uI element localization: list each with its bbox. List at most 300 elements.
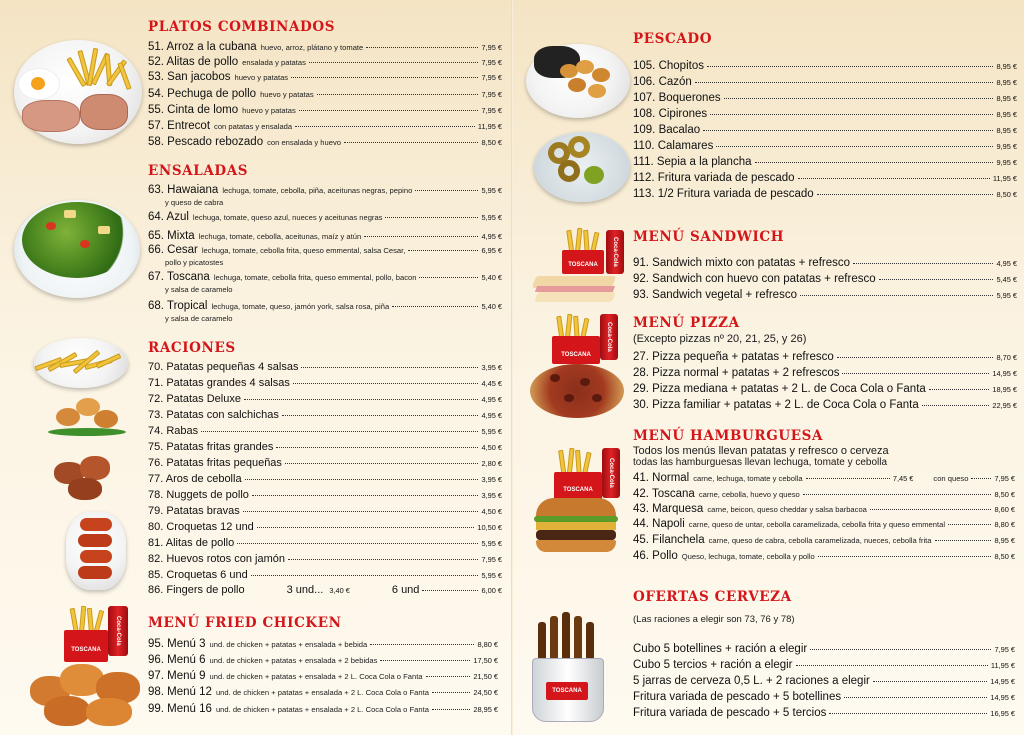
item-price: 4,45 € bbox=[481, 379, 502, 388]
item-name: 85. Croquetas 6 und bbox=[148, 569, 248, 581]
item-name: 105. Chopitos bbox=[633, 60, 704, 72]
item-description: lechuga, tomate, cebolla frita, queso emmental, pollo, bacon bbox=[213, 273, 417, 282]
menu-item bbox=[633, 188, 1017, 200]
item-description: huevo y patatas bbox=[242, 106, 296, 115]
coca-cola-can: Coca-Cola bbox=[108, 606, 128, 656]
menu-item bbox=[633, 383, 1017, 395]
leader-dots bbox=[755, 162, 994, 163]
leader-dots bbox=[803, 494, 992, 495]
item-name: 65. Mixta bbox=[148, 230, 195, 242]
item-price: 5,95 € bbox=[481, 571, 502, 580]
menu-fried-chicken-title: MENÚ FRIED CHICKEN bbox=[148, 615, 342, 631]
item-price: 7,95 € bbox=[481, 555, 502, 564]
item-price: 17,50 € bbox=[473, 656, 498, 665]
item-price: 4,95 € bbox=[481, 232, 502, 241]
menu-item bbox=[633, 172, 1017, 184]
item-name: 73. Patatas con salchichas bbox=[148, 409, 279, 421]
pizza-image bbox=[530, 364, 624, 418]
leader-dots bbox=[810, 649, 991, 650]
menu-hamburguesa-title: MENÚ HAMBURGUESA bbox=[633, 428, 824, 444]
item-name: 55. Cinta de lomo bbox=[148, 104, 239, 116]
menu-item bbox=[148, 120, 502, 132]
item-name: 76. Patatas fritas pequeñas bbox=[148, 457, 282, 469]
item-price: 5,45 € bbox=[996, 275, 1017, 284]
menu-item bbox=[148, 537, 502, 549]
item-description: carne, cebolla, huevo y queso bbox=[698, 490, 800, 499]
leader-dots bbox=[817, 194, 994, 195]
leader-dots bbox=[317, 94, 479, 95]
item-price: 3,95 € bbox=[481, 475, 502, 484]
salad-greens-image bbox=[22, 202, 132, 278]
leader-dots bbox=[419, 277, 478, 278]
menu-item bbox=[633, 534, 1015, 546]
item-price: 7,95 € bbox=[481, 90, 502, 99]
item-option: 3 und... bbox=[286, 584, 324, 596]
menu-item bbox=[148, 377, 502, 389]
item-price: 8,80 € bbox=[994, 520, 1015, 529]
item-price: 4,50 € bbox=[481, 507, 502, 516]
leader-dots bbox=[237, 543, 478, 544]
leader-dots bbox=[285, 463, 479, 464]
item-price: 5,95 € bbox=[481, 539, 502, 548]
item-price: 7,95 € bbox=[481, 43, 502, 52]
item-name: 5 jarras de cerveza 0,5 L. + 2 raciones a elegir bbox=[633, 675, 870, 687]
menu-item bbox=[633, 60, 1017, 72]
item-description: carne, queso de untar, cebolla caramelizada, cebolla frita y queso emmental bbox=[688, 520, 946, 529]
item-description: lechuga, tomate, queso azul, nueces y aceitunas negras bbox=[192, 213, 383, 222]
item-name: 27. Pizza pequeña + patatas + refresco bbox=[633, 351, 834, 363]
item-price: 14,95 € bbox=[990, 677, 1015, 686]
item-name: Cubo 5 tercios + ración a elegir bbox=[633, 659, 793, 671]
menu-item bbox=[633, 518, 1015, 530]
item-price: 7,95 € bbox=[481, 73, 502, 82]
menu-item bbox=[633, 92, 1017, 104]
leader-dots bbox=[309, 62, 479, 63]
leader-dots bbox=[415, 190, 478, 191]
ensaladas-title: ENSALADAS bbox=[148, 163, 249, 179]
item-price: 11,95 € bbox=[990, 661, 1015, 670]
fries-image bbox=[42, 340, 120, 384]
cerveza-note: (Las raciones a elegir son 73, 76 y 78) bbox=[633, 614, 795, 625]
menu-item bbox=[633, 257, 1017, 269]
toscana-label: TOSCANA bbox=[546, 682, 588, 700]
item-name: 112. Fritura variada de pescado bbox=[633, 172, 795, 184]
item-description: huevo y patatas bbox=[234, 73, 289, 82]
item-description: und. de chicken + patatas + ensalada + bebida bbox=[209, 640, 368, 649]
item-price: 8,50 € bbox=[996, 190, 1017, 199]
item-description: con ensalada y huevo bbox=[267, 138, 341, 147]
item-price: 11,95 € bbox=[992, 174, 1017, 183]
item-name: 68. Tropical bbox=[148, 300, 208, 312]
item-price: 8,80 € bbox=[477, 640, 498, 649]
menu-item bbox=[148, 553, 502, 565]
leader-dots bbox=[842, 373, 989, 374]
menu-item bbox=[633, 140, 1017, 152]
item-description-continued: pollo y picatostes bbox=[165, 258, 224, 267]
item-description: carne, beicon, queso cheddar y salsa barbacoa bbox=[707, 505, 867, 514]
menu-item bbox=[148, 300, 502, 312]
pork-loin-image bbox=[80, 94, 128, 130]
item-description: carne, lechuga, tomate y cebolla bbox=[693, 474, 803, 483]
leader-dots bbox=[796, 665, 988, 666]
item-price: 5,95 € bbox=[481, 186, 502, 195]
leader-dots bbox=[870, 509, 992, 510]
item-name: 51. Arroz a la cubana bbox=[148, 41, 257, 53]
item-price: 6,00 € bbox=[481, 586, 502, 595]
item-description-continued: y queso de cabra bbox=[165, 198, 224, 207]
item-name: 28. Pizza normal + patatas + 2 refrescos bbox=[633, 367, 840, 379]
item-name: 66. Cesar bbox=[148, 244, 198, 256]
item-description: huevo, arroz, plátano y tomate bbox=[260, 43, 364, 52]
leader-dots bbox=[844, 697, 987, 698]
ofertas-cerveza-title: OFERTAS CERVEZA bbox=[633, 589, 792, 605]
item-name: 75. Patatas fritas grandes bbox=[148, 441, 274, 453]
item-name: 79. Patatas bravas bbox=[148, 505, 240, 517]
item-name: 77. Aros de cebolla bbox=[148, 473, 242, 485]
item-name: 67. Toscana bbox=[148, 271, 210, 283]
item-price: 2,80 € bbox=[481, 459, 502, 468]
leader-dots bbox=[703, 130, 993, 131]
leader-dots bbox=[695, 82, 994, 83]
toscana-cup: TOSCANA bbox=[64, 630, 108, 662]
leader-dots bbox=[295, 126, 475, 127]
item-price: 3,40 € bbox=[329, 586, 350, 595]
toscana-cup: TOSCANA bbox=[554, 472, 602, 500]
item-description: und. de chicken + patatas + ensalada + 2 L. Coca Cola o Fanta bbox=[215, 705, 429, 714]
menu-item bbox=[633, 488, 1015, 500]
item-price: 8,95 € bbox=[996, 94, 1017, 103]
menu-item bbox=[148, 244, 502, 256]
leader-dots bbox=[432, 709, 470, 710]
item-price: 24,50 € bbox=[473, 688, 498, 697]
menu-item bbox=[148, 425, 502, 437]
item-name: 108. Cipirones bbox=[633, 108, 708, 120]
leader-dots bbox=[724, 98, 994, 99]
menu-item bbox=[148, 670, 498, 682]
leader-dots bbox=[408, 250, 478, 251]
item-name: 45. Filanchela bbox=[633, 534, 705, 546]
leader-dots bbox=[301, 367, 478, 368]
item-name: Fritura variada de pescado + 5 tercios bbox=[633, 707, 827, 719]
croquetas-image bbox=[74, 514, 118, 590]
item-name: Fritura variada de pescado + 5 botellines bbox=[633, 691, 842, 703]
fried-egg-image bbox=[18, 68, 60, 100]
pescado-title: PESCADO bbox=[633, 31, 713, 47]
fries-image bbox=[70, 44, 134, 92]
item-description-continued: y salsa de caramelo bbox=[165, 285, 233, 294]
item-name: 74. Rabas bbox=[148, 425, 199, 437]
menu-item bbox=[148, 41, 502, 53]
item-price: 21,50 € bbox=[473, 672, 498, 681]
item-description: lechuga, tomate, cebolla frita, queso emmental, salsa Cesar, bbox=[201, 246, 406, 255]
menu-item bbox=[148, 457, 502, 469]
item-price: 28,95 € bbox=[473, 705, 498, 714]
leader-dots bbox=[879, 279, 994, 280]
menu-fold bbox=[511, 0, 513, 735]
menu-pizza-title: MENÚ PIZZA bbox=[633, 315, 740, 331]
menu-item bbox=[148, 569, 502, 581]
item-price: 10,50 € bbox=[477, 523, 502, 532]
coca-cola-can: Coca-Cola bbox=[600, 314, 618, 360]
item-name: 41. Normal bbox=[633, 472, 690, 484]
item-name: 80. Croquetas 12 und bbox=[148, 521, 254, 533]
item-name: 106. Cazón bbox=[633, 76, 692, 88]
menu-item bbox=[148, 361, 502, 373]
item-description-continued: y salsa de caramelo bbox=[165, 314, 233, 323]
item-price: 7,95 € bbox=[481, 106, 502, 115]
item-name: 64. Azul bbox=[148, 211, 189, 223]
sandwich-image bbox=[534, 266, 616, 308]
item-name: 57. Entrecot bbox=[148, 120, 211, 132]
menu-item bbox=[148, 71, 502, 83]
item-price: 4,95 € bbox=[996, 259, 1017, 268]
leader-dots bbox=[853, 263, 993, 264]
item-description: lechuga, tomate, queso, jamón york, salsa rosa, piña bbox=[211, 302, 390, 311]
leader-dots bbox=[299, 110, 479, 111]
item-description: carne, queso de cabra, cebolla caramelizada, nueces, cebolla frita bbox=[708, 536, 932, 545]
leader-dots bbox=[922, 405, 990, 406]
calamari-rings-image bbox=[546, 136, 612, 194]
item-price: 6,95 € bbox=[481, 246, 502, 255]
item-price: 16,95 € bbox=[990, 709, 1015, 718]
menu-item bbox=[633, 156, 1017, 168]
item-description: lechuga, tomate, cebolla, aceitunas, maíz y atún bbox=[198, 232, 362, 241]
menu-item bbox=[148, 489, 502, 501]
menu-item bbox=[148, 638, 498, 650]
coca-cola-can: Coca-Cola bbox=[602, 448, 620, 498]
leader-dots bbox=[829, 713, 987, 714]
menu-item bbox=[148, 184, 502, 196]
item-name: 91. Sandwich mixto con patatas + refresco bbox=[633, 257, 851, 269]
item-name: 46. Pollo bbox=[633, 550, 678, 562]
item-price: 3,95 € bbox=[481, 363, 502, 372]
leader-dots bbox=[806, 478, 890, 479]
leader-dots bbox=[422, 590, 478, 591]
menu-item bbox=[633, 124, 1017, 136]
item-name: 81. Alitas de pollo bbox=[148, 537, 235, 549]
item-price: 9,95 € bbox=[996, 142, 1017, 151]
platos-combinados-title: PLATOS COMBINADOS bbox=[148, 19, 336, 35]
leader-dots bbox=[948, 524, 991, 525]
item-price: 8,50 € bbox=[994, 490, 1015, 499]
menu-item bbox=[633, 273, 1017, 285]
item-option: con queso bbox=[933, 474, 969, 483]
item-description: und. de chicken + patatas + ensalada + 2 L. Coca Cola o Fanta bbox=[209, 672, 423, 681]
menu-item bbox=[148, 441, 502, 453]
item-name: 44. Napoli bbox=[633, 518, 685, 530]
leader-dots bbox=[971, 478, 991, 479]
menu-item bbox=[633, 76, 1017, 88]
leader-dots bbox=[293, 383, 479, 384]
item-price: 14,95 € bbox=[990, 693, 1015, 702]
item-name: 30. Pizza familiar + patatas + 2 L. de Coca Cola o Fanta bbox=[633, 399, 919, 411]
menu-item bbox=[633, 675, 1015, 687]
menu-item bbox=[148, 473, 502, 485]
hamburger-image bbox=[532, 498, 620, 558]
item-name: 43. Marquesa bbox=[633, 503, 704, 515]
leader-dots bbox=[291, 77, 478, 78]
leader-dots bbox=[257, 527, 475, 528]
item-price: 18,95 € bbox=[992, 385, 1017, 394]
item-price: 8,95 € bbox=[996, 62, 1017, 71]
leader-dots bbox=[707, 66, 993, 67]
item-price: 7,95 € bbox=[481, 58, 502, 67]
menu-item bbox=[633, 643, 1015, 655]
item-description: con patatas y ensalada bbox=[214, 122, 293, 131]
leader-dots bbox=[873, 681, 987, 682]
leader-dots bbox=[252, 495, 479, 496]
hamburguesa-note-2: todas las hamburguesas llevan lechuga, tomate y cebolla bbox=[633, 457, 888, 468]
leader-dots bbox=[282, 415, 479, 416]
item-price: 7,95 € bbox=[994, 645, 1015, 654]
item-price: 5,40 € bbox=[481, 273, 502, 282]
fried-chicken-image bbox=[30, 660, 142, 728]
item-name: 96. Menú 6 bbox=[148, 654, 206, 666]
item-price: 8,50 € bbox=[994, 552, 1015, 561]
item-name: 54. Pechuga de pollo bbox=[148, 88, 257, 100]
item-name: 99. Menú 16 bbox=[148, 703, 212, 715]
coca-cola-can: Coca-Cola bbox=[606, 230, 624, 274]
item-name: 78. Nuggets de pollo bbox=[148, 489, 249, 501]
hamburguesa-note: Todos los menús llevan patatas y refresco o cerveza bbox=[633, 445, 889, 457]
chicken-wings-image bbox=[50, 452, 124, 504]
croquettes-image bbox=[46, 392, 128, 444]
item-name: Cubo 5 botellines + ración a elegir bbox=[633, 643, 808, 655]
leader-dots bbox=[370, 644, 474, 645]
menu-item bbox=[633, 289, 1017, 301]
item-price: 7,45 € bbox=[892, 474, 914, 483]
item-name: 93. Sandwich vegetal + refresco bbox=[633, 289, 797, 301]
item-name: 110. Calamares bbox=[633, 140, 714, 152]
menu-item bbox=[148, 654, 498, 666]
leader-dots bbox=[837, 357, 994, 358]
menu-item bbox=[633, 503, 1015, 515]
leader-dots bbox=[244, 399, 478, 400]
item-price: 8,95 € bbox=[996, 78, 1017, 87]
menu-item bbox=[633, 351, 1017, 363]
item-price: 8,60 € bbox=[994, 505, 1015, 514]
menu-item bbox=[148, 136, 502, 148]
item-price: 11,95 € bbox=[477, 122, 502, 131]
menu-item bbox=[148, 230, 502, 242]
item-name: 52. Alitas de pollo bbox=[148, 56, 239, 68]
leader-dots bbox=[245, 479, 479, 480]
menu-item bbox=[148, 703, 498, 715]
item-price: 5,95 € bbox=[996, 291, 1017, 300]
item-name: 111. Sepia a la plancha bbox=[633, 156, 752, 168]
item-name: 113. 1/2 Fritura variada de pescado bbox=[633, 188, 814, 200]
leader-dots bbox=[380, 660, 470, 661]
leader-dots bbox=[364, 236, 478, 237]
item-description: und. de chicken + patatas + ensalada + 2 L. Coca Cola o Fanta bbox=[215, 688, 429, 697]
leader-dots bbox=[344, 142, 478, 143]
tomato-image bbox=[46, 222, 56, 230]
item-price: 5,40 € bbox=[481, 302, 502, 311]
menu-item-fingers bbox=[148, 584, 502, 596]
item-price: 9,95 € bbox=[996, 158, 1017, 167]
menu-item bbox=[633, 659, 1015, 671]
menu-item-normal bbox=[633, 472, 1015, 484]
item-price: 4,95 € bbox=[481, 411, 502, 420]
item-name: 70. Patatas pequeñas 4 salsas bbox=[148, 361, 299, 373]
item-description: Queso, lechuga, tomate, cebolla y pollo bbox=[681, 552, 815, 561]
item-price: 4,50 € bbox=[481, 443, 502, 452]
item-name: 98. Menú 12 bbox=[148, 686, 212, 698]
leader-dots bbox=[710, 114, 993, 115]
menu-item bbox=[148, 211, 502, 223]
item-price: 8,95 € bbox=[994, 536, 1015, 545]
item-price: 7,95 € bbox=[994, 474, 1015, 483]
leader-dots bbox=[385, 217, 478, 218]
item-price: 14,95 € bbox=[992, 369, 1017, 378]
menu-item bbox=[148, 686, 498, 698]
crouton-image bbox=[64, 210, 76, 218]
leader-dots bbox=[426, 676, 471, 677]
item-price: 8,70 € bbox=[996, 353, 1017, 362]
fried-squid-image bbox=[560, 60, 616, 102]
leader-dots bbox=[392, 306, 478, 307]
item-name: 97. Menú 9 bbox=[148, 670, 206, 682]
item-name: 107. Boquerones bbox=[633, 92, 721, 104]
crouton-image bbox=[98, 226, 110, 234]
leader-dots bbox=[798, 178, 990, 179]
menu-item bbox=[148, 409, 502, 421]
item-name: 42. Toscana bbox=[633, 488, 695, 500]
raciones-title: RACIONES bbox=[148, 340, 236, 356]
leader-dots bbox=[366, 47, 478, 48]
menu-item bbox=[633, 691, 1015, 703]
item-name: 82. Huevos rotos con jamón bbox=[148, 553, 285, 565]
menu-item bbox=[148, 271, 502, 283]
item-price: 8,95 € bbox=[996, 126, 1017, 135]
menu-item bbox=[148, 88, 502, 100]
item-name: 92. Sandwich con huevo con patatas + refresco bbox=[633, 273, 876, 285]
item-name: 72. Patatas Deluxe bbox=[148, 393, 241, 405]
item-name: 63. Hawaiana bbox=[148, 184, 219, 196]
item-name: 71. Patatas grandes 4 salsas bbox=[148, 377, 290, 389]
toscana-cup: TOSCANA bbox=[552, 336, 600, 364]
item-name: 29. Pizza mediana + patatas + 2 L. de Coca Cola o Fanta bbox=[633, 383, 926, 395]
leader-dots bbox=[929, 389, 990, 390]
menu-item bbox=[148, 393, 502, 405]
menu-item bbox=[148, 505, 502, 517]
item-price: 22,95 € bbox=[992, 401, 1017, 410]
item-description: huevo y patatas bbox=[260, 90, 314, 99]
leader-dots bbox=[276, 447, 478, 448]
item-price: 8,95 € bbox=[996, 110, 1017, 119]
item-price: 4,95 € bbox=[481, 395, 502, 404]
leader-dots bbox=[935, 540, 992, 541]
item-name: 109. Bacalao bbox=[633, 124, 701, 136]
beer-bucket-image bbox=[524, 608, 620, 726]
toscana-cup: TOSCANA bbox=[562, 250, 604, 274]
item-description: ensalada y patatas bbox=[242, 58, 306, 67]
pizza-note: (Excepto pizzas nº 20, 21, 25, y 26) bbox=[633, 333, 807, 345]
item-price: 8,50 € bbox=[481, 138, 502, 147]
leader-dots bbox=[818, 556, 992, 557]
item-price: 5,95 € bbox=[481, 213, 502, 222]
ham-slice-image bbox=[22, 100, 80, 132]
menu-item bbox=[633, 367, 1017, 379]
menu-item bbox=[148, 521, 502, 533]
leader-dots bbox=[251, 575, 479, 576]
leader-dots bbox=[201, 431, 478, 432]
menu-item bbox=[148, 104, 502, 116]
item-name: 53. San jacobos bbox=[148, 71, 231, 83]
item-price: 5,95 € bbox=[481, 427, 502, 436]
menu-item bbox=[148, 56, 502, 68]
leader-dots bbox=[800, 295, 993, 296]
